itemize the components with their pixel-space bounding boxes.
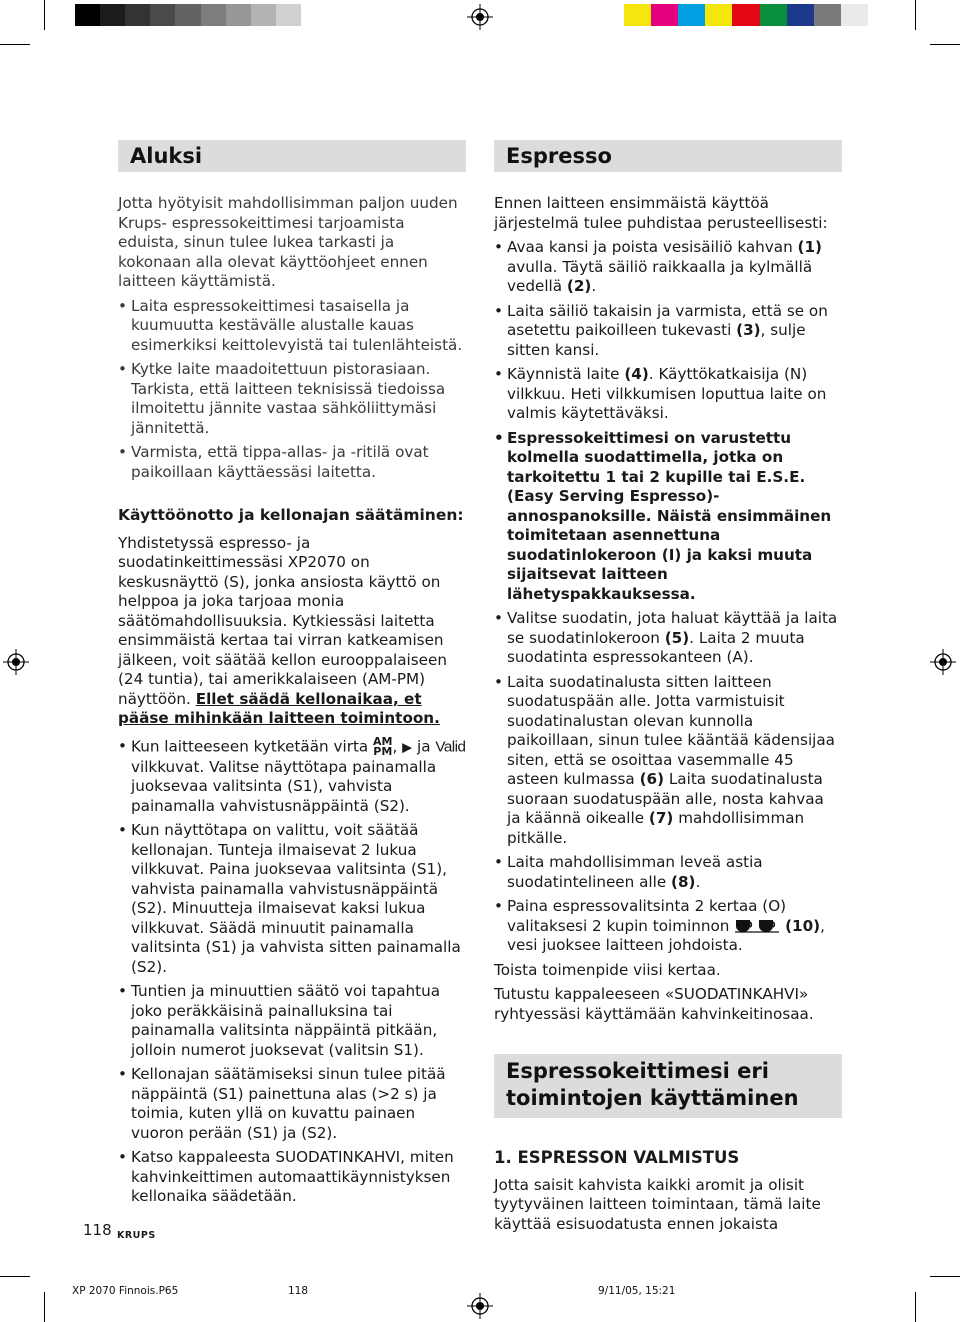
list-item: • Laita mahdollisimman leveä astia suodatintelineen alle (8). [494, 853, 842, 892]
list-item: • Laita espressokeittimesi tasaisella ja kuumuutta kestävälle alustalle kauas esimerkiksi keittolevyistä tai tulenlähteistä. [118, 297, 466, 356]
brand-logo: KRUPS [117, 1230, 156, 1241]
list-item: • Kellonajan säätämiseksi sinun tulee pitää näppäintä (S1) painettuna alas (>2 s) ja toimia, kuten yllä on kuvattu painaen vuoron perään (S1) ja (S2). [118, 1065, 466, 1143]
color-swatch-bar [624, 4, 868, 26]
crop-mark [915, 1292, 916, 1322]
subheading-clock-setup: Käyttöönotto ja kellonajan säätäminen: [118, 506, 464, 524]
clock-paragraph: Yhdistetyssä espresso- ja suodatinkeittimessäsi XP2070 on keskusnäyttö (S), jonka ansiosta käyttö on helppoa ja joka tarjoaa monia säätömahdollisuuksia. Kytkiessäsi laitetta ensimmäistä kertaa tai virran katkeamisen jälkeen, voit säätää kellon eurooppalaiseen (24 tuntia), tai amerikkalaiseen (AM-PM) näyttöön. Ellet säädä kellonaikaa, et pääse mihinkään laitteen toimintoon. [118, 533, 447, 727]
espresso-bullet-list [494, 238, 842, 956]
crop-mark [915, 0, 916, 30]
list-item: • Laita säiliö takaisin ja varmista, että se on asetettu paikoilleen tukevasti (3), sulje sitten kansi. [494, 302, 842, 361]
am-pm-icon: AM PM [373, 734, 393, 758]
left-column [118, 140, 466, 1212]
footer-date: 9/11/05, 15:21 [598, 1285, 676, 1297]
crop-mark [44, 0, 45, 30]
section-heading-aluksi: Aluksi [118, 140, 466, 172]
list-item: • Paina espressovalitsinta 2 kertaa (O) valitaksesi 2 kupin toiminnon (10), vesi juoksee laitteen johdoista. [494, 897, 842, 956]
valid-display-icon: Valid [435, 738, 466, 755]
list-item: • Kytke laite maadoitettuun pistorasiaan. Tarkista, että laitteen teknisissä tiedoissa ilmoitettu jännite vastaa sähköliittymäsi jännitettä. [118, 360, 466, 438]
crop-mark [0, 1276, 30, 1277]
list-item: • Valitse suodatin, jota haluat käyttää ja laita se suodatinlokeroon (5). Laita 2 muuta suodatinta espressokanteen (A). [494, 609, 842, 668]
list-item: • Katso kappaleesta SUODATINKAHVI, miten kahvinkeittimen automaattikäynnistyksen kellonaika säädetään. [118, 1148, 466, 1207]
registration-mark-icon [467, 4, 493, 30]
list-item: • Laita suodatinalusta sitten laitteen suodatuspään alle. Jotta varmistuisit suodatinalustan olevan kunnolla paikoillaan, sinun tulee kääntää kädensijaa siten, että se osoittaa vasemmalle 45 asteen kulmassa (6) Laita suodatinalusta suoraan suodatuspään alle, nosta kahvaa ja käännä oikealle (7) mahdollisimman pitkälle. [494, 673, 842, 849]
right-column [494, 140, 842, 1239]
section-heading-functions: Espressokeittimesi eri toimintojen käyttäminen [494, 1054, 842, 1118]
intro-paragraph: Jotta hyötyisit mahdollisimman paljon uuden Krups- espressokeittimesi tarjoamista eduista, sinun tulee lukea tarkasti ja kokonaan alla olevat käyttöohjeet ennen laitteen käyttämistä. [118, 194, 458, 290]
clock-warning: Ellet säädä kellonaikaa, et pääse mihinkään laitteen toimintoon. [118, 689, 440, 727]
registration-mark-icon [3, 649, 29, 675]
crop-mark [930, 1276, 960, 1277]
crop-mark [930, 44, 960, 45]
espresso-making-paragraph: Jotta saisit kahvista kaikki aromit ja olisit tyytyväinen laitteen toimintaan, tämä laite käyttää esisuodatusta ennen jokaista [494, 1175, 821, 1233]
repeat-paragraph: Toista toimenpide viisi kertaa. [494, 960, 721, 979]
crop-mark [0, 44, 30, 45]
see-chapter-paragraph: Tutustu kappaleeseen «SUODATINKAHVI» ryhtyessäsi käyttämään kahvinkeitinosaa. [494, 985, 814, 1023]
footer-page: 118 [288, 1285, 309, 1297]
two-cups-icon [734, 917, 780, 933]
registration-mark-icon [930, 649, 956, 675]
list-item: • Tuntien ja minuuttien säätö voi tapahtua joko peräkkäisinä painalluksina tai painamalla valitsinta näppäintä pitkään, jolloin numerot juoksevat (valitsin S1). [118, 982, 466, 1060]
clock-bullet-list [118, 734, 466, 1207]
play-arrow-icon: ▶ [402, 740, 413, 755]
grayscale-swatch-bar [75, 4, 301, 26]
list-item: • Espressokeittimesi on varustettu kolmella suodattimella, jotka on tarkoitettu 1 tai 2 kupille tai E.S.E. (Easy Serving Espresso)-annospanoksille. Näistä ensimmäinen toimitetaan asennettuna suodatinlokeroon (I) ja kaksi muuta sijaitsevat laitteen lähetyspakkauksessa. [494, 429, 842, 605]
list-item: • Kun laitteeseen kytketään virta AM PM, ▶ ja Valid vilkkuvat. Valitse näyttötapa painamalla juoksevaa valitsinta (S1), vahvista painamalla vahvistusnäppäintä (S2). [118, 737, 466, 817]
list-item: • Käynnistä laite (4). Käyttökatkaisija (N) vilkkuu. Heti vilkkumisen loputtua laite on valmis käytettäväksi. [494, 365, 842, 424]
subheading-espresso-making: 1. ESPRESSON VALMISTUS [494, 1148, 740, 1167]
crop-mark [44, 1292, 45, 1322]
list-item: • Kun näyttötapa on valittu, voit säätää kellonajan. Tunteja ilmaisevat 2 lukua vilkkuvat. Paina juoksevaa valitsinta (S1), vahvista painamalla vahvistusnäppäintä (S2). Minuutteja ilmaisevat kaksi lukua vilkkuvat. Säädä minuutit painamalla valitsinta (S1) ja vahvista sitten painamalla (S2). [118, 821, 466, 977]
page-number: 118 [83, 1221, 112, 1239]
section-heading-espresso: Espresso [494, 140, 842, 172]
setup-bullet-list [118, 297, 466, 483]
espresso-intro: Ennen laitteen ensimmäistä käyttöä järjestelmä tulee puhdistaa perusteellisesti: [494, 194, 828, 232]
footer-filename: XP 2070 Finnois.P65 [72, 1285, 179, 1297]
list-item: • Avaa kansi ja poista vesisäiliö kahvan (1) avulla. Täytä säiliö raikkaalla ja kylmällä vedellä (2). [494, 238, 842, 297]
registration-mark-icon [467, 1293, 493, 1319]
list-item: • Varmista, että tippa-allas- ja -ritilä ovat paikoillaan käyttäessäsi laitetta. [118, 443, 466, 482]
